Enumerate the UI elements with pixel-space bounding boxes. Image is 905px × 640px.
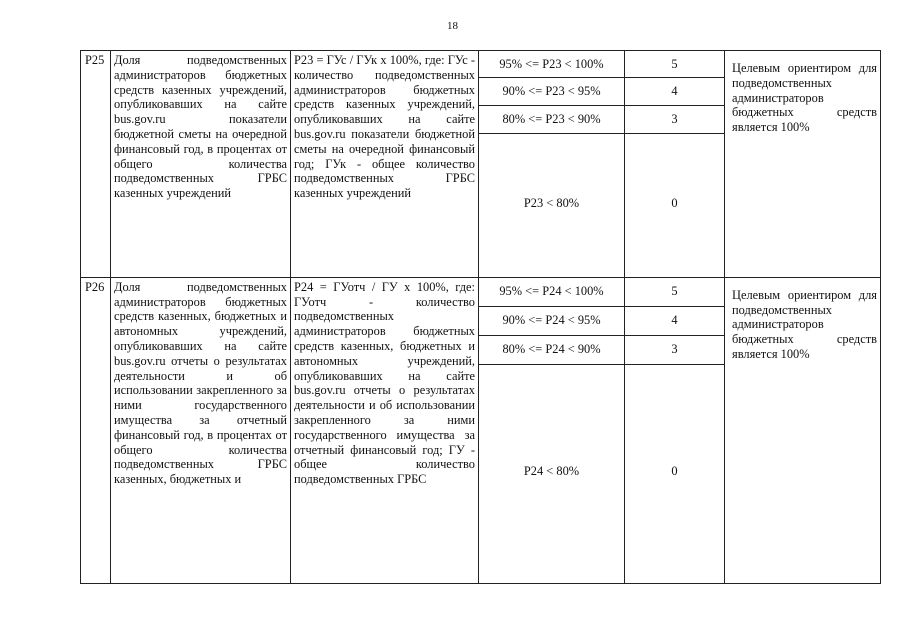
scale-range: P23 < 80% — [523, 196, 580, 211]
indicator-formula: P24 = ГУотч / ГУ x 100%, где: ГУотч - количество подведомственных администраторов бюджетных средств казенных, бюджетных и автономных учреждений, опубликовавших на сайте bus.gov.ru отчеты о результатах деятельности и об использовании закрепленного за ними государственного имущества за отчетный финансовый год; ГУ - общее количество подведомственных ГРБС — [291, 277, 479, 583]
indicator-note — [725, 51, 881, 278]
indicators-table — [80, 50, 881, 584]
indicator-name: Доля подведомственных администраторов бюджетных средств казенных, бюджетных и автономных учреждений, опубликовавших на сайте bus.gov.ru отчеты о результатах деятельности и об использовании закрепленного за ними государственного имущества за отчетный финансовый год, в процентах от общего количества подведомственных ГРБС казенных, бюджетных и — [111, 277, 291, 583]
indicator-name: Доля подведомственных администраторов бюджетных средств казенных учреждений, опубликовавших на сайте bus.gov.ru показатели бюджетной сметы на очередной финансовый год, в процентах от общего количества подведомственных ГРБС казенных учреждений — [111, 51, 291, 278]
table-row — [81, 277, 881, 583]
scale-range: 80% <= P23 < 90% — [479, 106, 624, 134]
scale-range: 80% <= P24 < 90% — [479, 336, 624, 365]
scale-score: 5 — [625, 51, 724, 78]
scale-ranges — [479, 277, 625, 583]
scale-score: 5 — [625, 278, 724, 307]
indicator-code: P26 — [81, 277, 111, 583]
page-number: 18 — [447, 20, 458, 32]
table-row — [81, 51, 881, 278]
scale-range: P24 < 80% — [523, 463, 580, 478]
indicator-code: P25 — [81, 51, 111, 278]
indicator-note — [725, 277, 881, 583]
scale-score: 3 — [625, 106, 724, 134]
indicator-formula: P23 = ГУс / ГУк x 100%, где: ГУс - количество подведомственных администраторов бюджетных средств казенных учреждений, опубликовавших на сайте bus.gov.ru показатели бюджетной сметы на очередной финансовый год; ГУк - общее количество подведомственных ГРБС казенных учреждений — [291, 51, 479, 278]
scale-scores — [625, 51, 725, 278]
scale-range: 90% <= P23 < 95% — [479, 78, 624, 106]
scale-score: 0 — [671, 196, 678, 211]
scale-score: 4 — [625, 78, 724, 106]
scale-ranges — [479, 51, 625, 278]
scale-range: 95% <= P24 < 100% — [479, 278, 624, 307]
note-text: Целевым ориентиром для подведомственных администраторов бюджетных средств является 100% — [732, 61, 877, 135]
note-text: Целевым ориентиром для подведомственных администраторов бюджетных средств является 100% — [732, 287, 877, 362]
scale-score: 0 — [671, 463, 678, 478]
scale-range: 95% <= P23 < 100% — [479, 51, 624, 78]
scale-scores — [625, 277, 725, 583]
scale-score: 3 — [625, 336, 724, 365]
scale-score: 4 — [625, 307, 724, 336]
scale-range: 90% <= P24 < 95% — [479, 307, 624, 336]
